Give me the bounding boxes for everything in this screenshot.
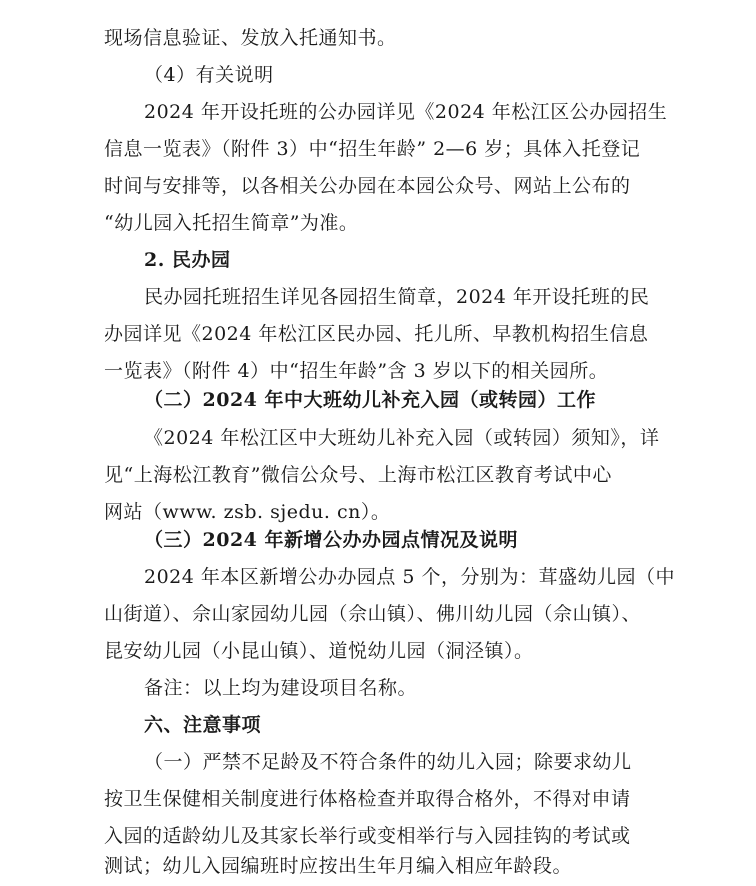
- note-line: 备注：以上均为建设项目名称。: [144, 677, 418, 699]
- section-heading: 六、注意事项: [144, 714, 262, 736]
- paragraph-line: 2024 年开设托班的公办园详见《2024 年松江区公办园招生: [144, 101, 668, 123]
- paragraph-line: 现场信息验证、发放入托通知书。: [104, 27, 397, 49]
- paragraph-line: 2024 年本区新增公办办园点 5 个，分别为：茸盛幼儿园（中: [144, 566, 676, 588]
- paragraph-line: 见“上海松江教育”微信公众号、上海市松江区教育考试中心: [104, 464, 612, 486]
- paragraph-line: 入园的适龄幼儿及其家长举行或变相举行与入园挂钩的考试或: [104, 825, 631, 847]
- paragraph-line: “幼儿园入托招生简章”为准。: [104, 212, 359, 234]
- paragraph-line: 民办园托班招生详见各园招生简章，2024 年开设托班的民: [144, 286, 650, 308]
- section-heading: （二）2024 年中大班幼儿补充入园（或转园）工作: [144, 389, 596, 411]
- section-heading: 2. 民办园: [144, 249, 231, 271]
- paragraph-line: 按卫生保健相关制度进行体格检查并取得合格外，不得对申请: [104, 788, 631, 810]
- paragraph-line: 网站（www. zsb. sjedu. cn）。: [104, 501, 391, 523]
- paragraph-line: 测试；幼儿入园编班时应按出生年月编入相应年龄段。: [104, 855, 573, 877]
- paragraph-line: 《2024 年松江区中大班幼儿补充入园（或转园）须知》，详: [144, 427, 660, 449]
- paragraph-line: 信息一览表》（附件 3）中“招生年龄” 2—6 岁；具体入托登记: [104, 138, 641, 160]
- paragraph-line: （一）严禁不足龄及不符合条件的幼儿入园；除要求幼儿: [144, 751, 632, 773]
- paragraph-line: 昆安幼儿园（小昆山镇）、道悦幼儿园（洞泾镇）。: [104, 640, 534, 662]
- paragraph-line: 一览表》（附件 4）中“招生年龄”含 3 岁以下的相关园所。: [104, 360, 609, 382]
- paragraph-line: 山街道）、佘山家园幼儿园（佘山镇）、佛川幼儿园（佘山镇）、: [104, 603, 642, 625]
- paragraph-line: 办园详见《2024 年松江区民办园、托儿所、早教机构招生信息: [104, 323, 649, 345]
- section-heading: （三）2024 年新增公办办园点情况及说明: [144, 529, 518, 551]
- subsection-heading: （4）有关说明: [144, 64, 274, 86]
- paragraph-line: 时间与安排等，以各相关公办园在本园公众号、网站上公布的: [104, 175, 631, 197]
